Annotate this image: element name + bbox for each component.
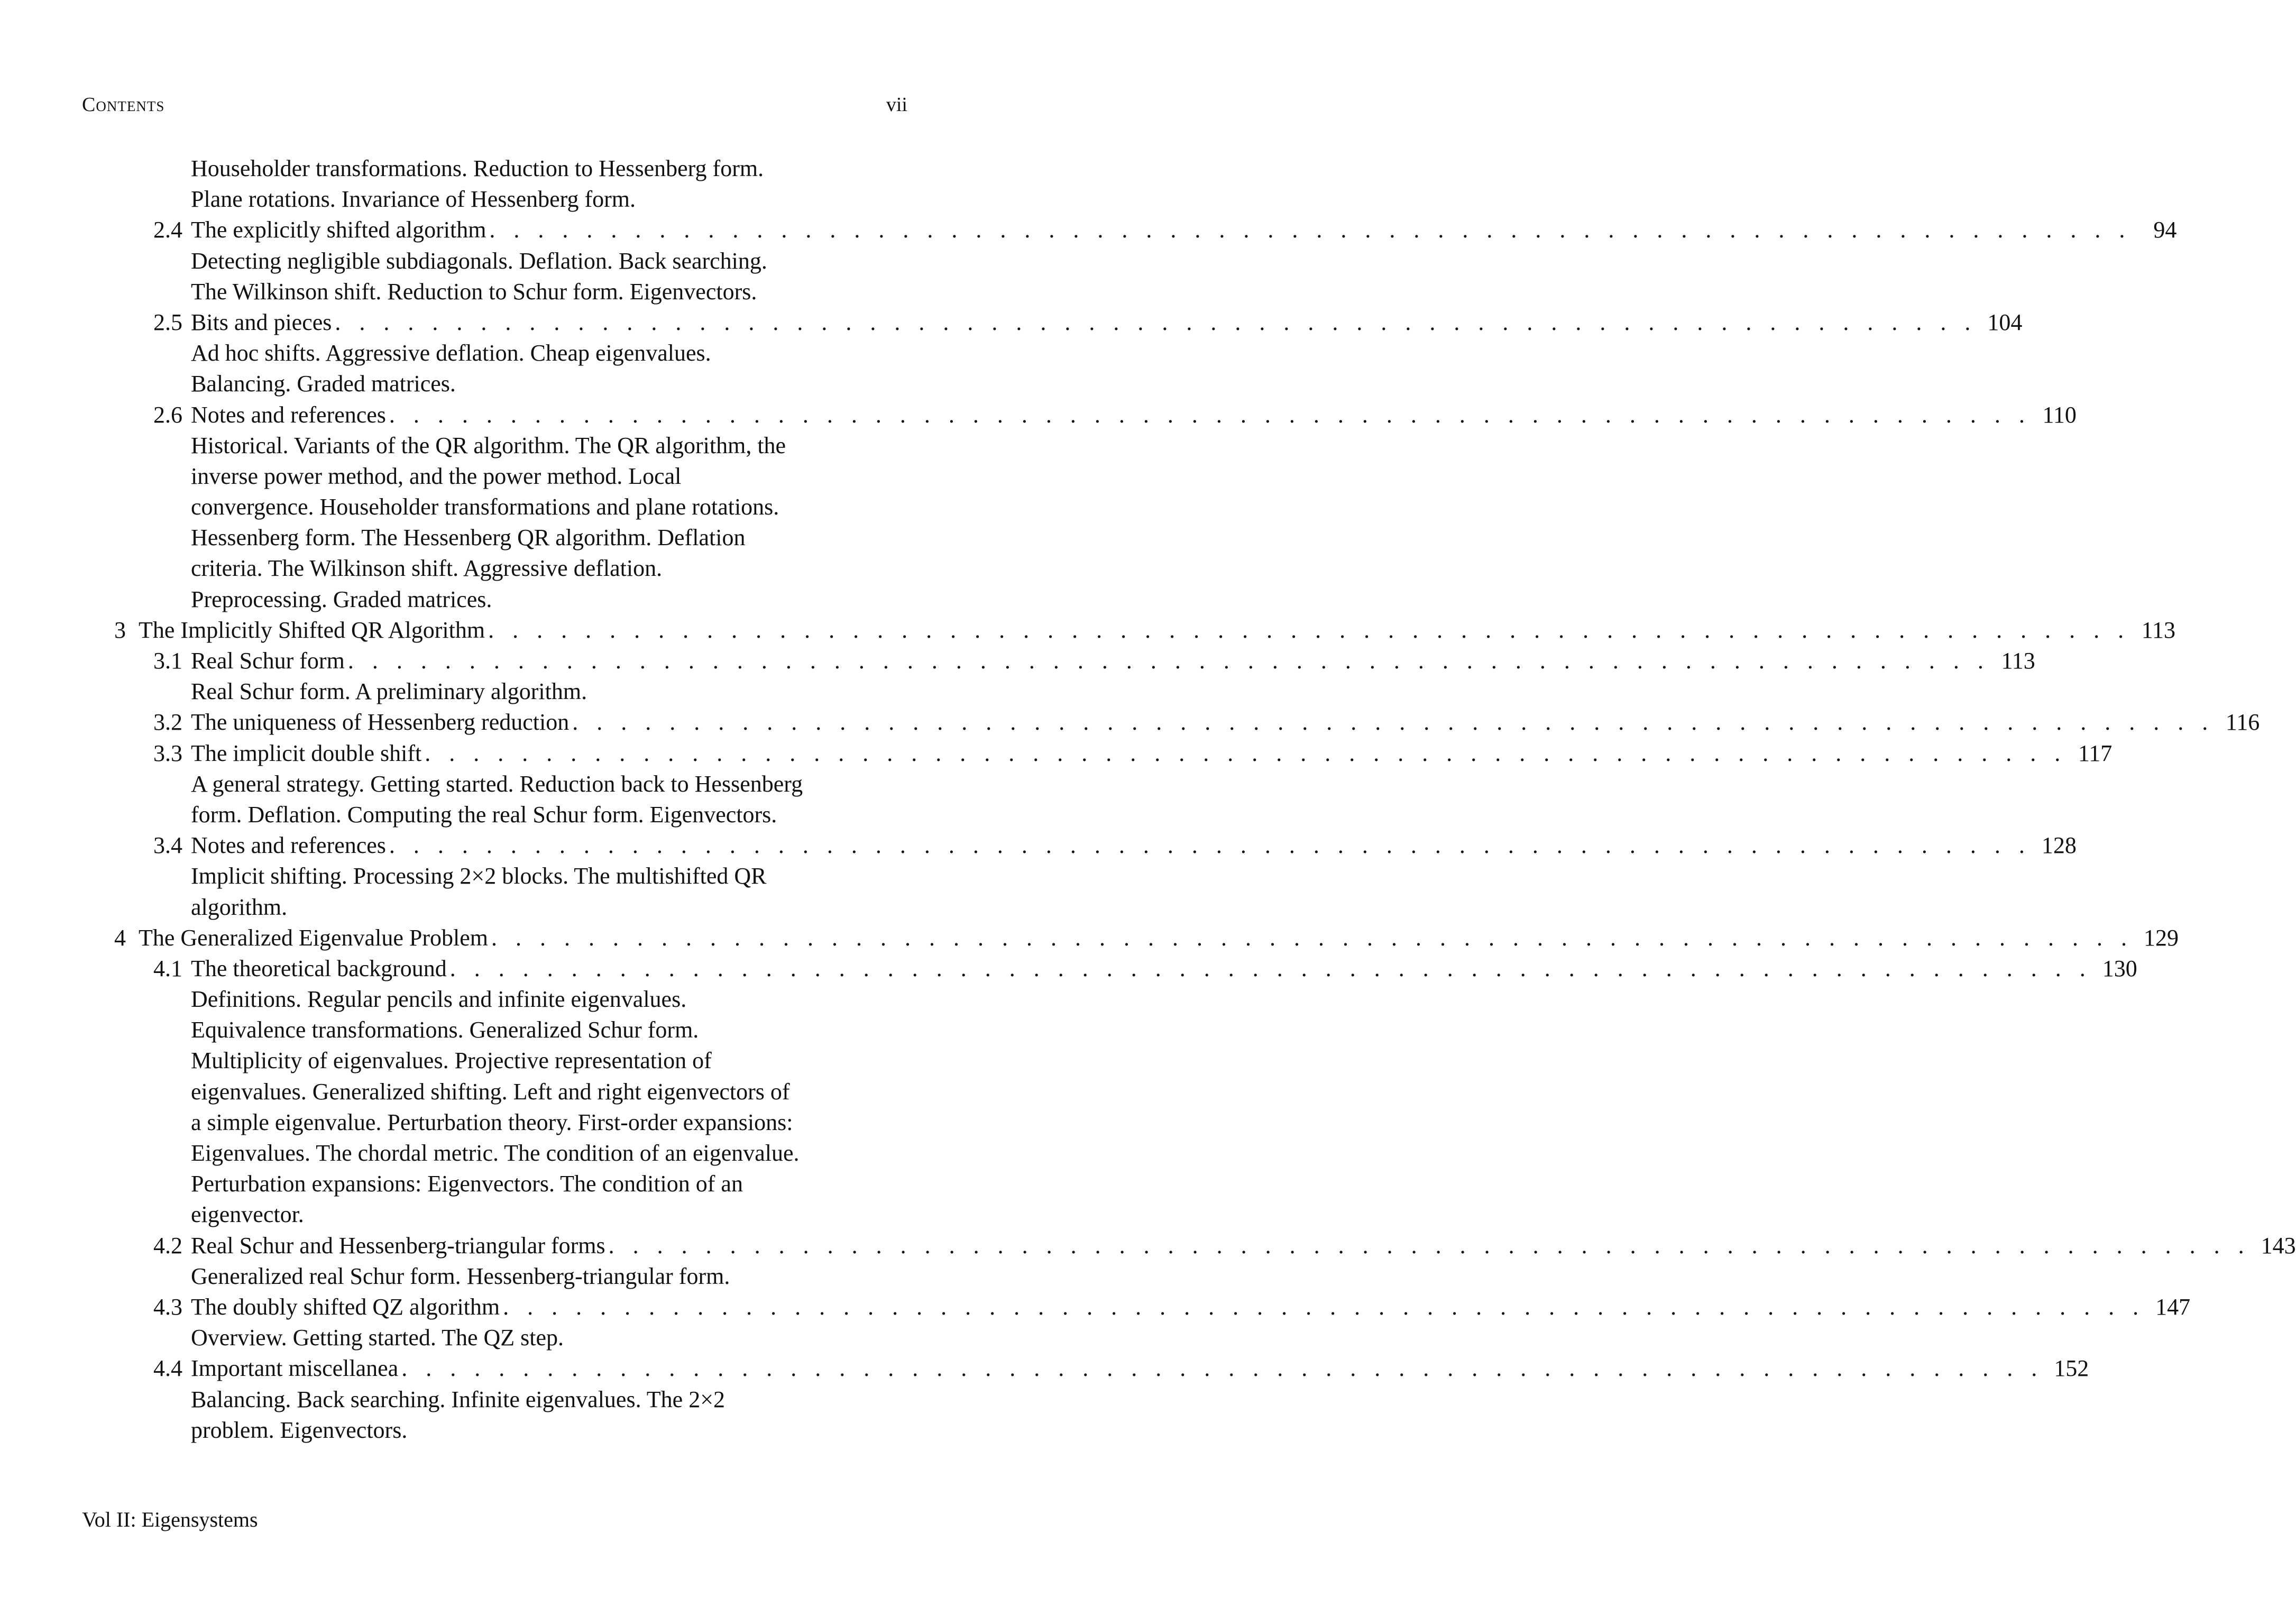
page-number: 130 (2102, 955, 2137, 981)
toc-description-line (79, 1261, 907, 1292)
toc-description-line (79, 1138, 907, 1169)
section-number: 3.1 (153, 648, 182, 674)
section-title: Important miscellanea (191, 1355, 399, 1382)
entry-title-line (191, 1230, 2296, 1261)
header-title: Contents (82, 94, 165, 116)
toc-description-line (79, 769, 907, 800)
section-title: Notes and references (191, 401, 386, 428)
page-number: 128 (2041, 832, 2077, 859)
header-page-number: vii (886, 94, 907, 116)
section-number: 4.3 (153, 1293, 182, 1320)
toc-description-text: algorithm. (191, 894, 288, 920)
section-title: The implicit double shift (191, 740, 422, 766)
toc-section-entry (79, 830, 2077, 861)
toc-section-entry (79, 646, 2035, 676)
toc-section-entry (79, 1230, 2296, 1261)
toc-description-text: Eigenvalues. The chordal metric. The condition of an eigenvalue. (191, 1140, 800, 1166)
section-number: 3.4 (153, 832, 182, 859)
entry-title-line (191, 1353, 2089, 1384)
toc-description-text: Multiplicity of eigenvalues. Projective representation of (191, 1048, 712, 1074)
toc-description-text: convergence. Householder transformations and plane rotations. (191, 494, 779, 520)
page-number: 94 (2153, 217, 2177, 243)
table-of-contents (79, 153, 2296, 1446)
dot-leader: . . . . . . . . . . . . . . . . . . . . . . . . . . . . . . . . . . . . . . . . . . . . . . . . . . . . . . . . . . . . . . . . . . . . (572, 709, 2215, 736)
toc-description-line (79, 861, 907, 892)
toc-description-text: A general strategy. Getting started. Reduction back to Hessenberg (191, 770, 803, 797)
dot-leader: . . . . . . . . . . . . . . . . . . . . . . . . . . . . . . . . . . . . . . . . . . . . . . . . . . . . . . . . . . . . . . . . . . . . (401, 1355, 2044, 1382)
toc-description-text: Historical. Variants of the QR algorithm. The QR algorithm, the (191, 432, 786, 458)
toc-description-line (79, 676, 907, 707)
page-number: 113 (2141, 617, 2176, 643)
chapter-number: 3 (114, 617, 126, 643)
toc-description-text: Overview. Getting started. The QZ step. (191, 1325, 564, 1351)
section-number: 2.5 (153, 309, 182, 335)
dot-leader: . . . . . . . . . . . . . . . . . . . . . . . . . . . . . . . . . . . . . . . . . . . . . . . . . . . . . . . . . . . . . . . . . . . . (488, 617, 2130, 643)
toc-description-line (79, 369, 907, 399)
toc-description-text: Equivalence transformations. Generalized Schur form. (191, 1017, 699, 1043)
toc-description-text: Perturbation expansions: Eigenvectors. The condition of an (191, 1171, 743, 1197)
toc-section-entry (79, 1353, 2089, 1384)
entry-title-line (191, 1292, 2191, 1323)
page-number: 104 (1987, 309, 2023, 335)
toc-description-text: inverse power method, and the power method. Local (191, 463, 682, 489)
toc-description-line (79, 1015, 907, 1045)
toc-description-line (79, 1169, 907, 1199)
page-number: 143 (2261, 1232, 2296, 1259)
entry-title-line (139, 615, 2176, 646)
toc-description-text: Implicit shifting. Processing 2×2 blocks. The multishifted QR (191, 863, 767, 889)
dot-leader: . . . . . . . . . . . . . . . . . . . . . . . . . . . . . . . . . . . . . . . . . . . . . . . . . . . . . . . . . . . . . . . . . . . . (449, 955, 2092, 981)
toc-section-entry (79, 707, 2260, 738)
toc-section-entry (79, 738, 2113, 769)
toc-description-line (79, 553, 907, 584)
entry-title-line (191, 707, 2260, 738)
dot-leader: . . . . . . . . . . . . . . . . . . . . . . . . . . . . . . . . . . . . . . . . . . . . . . . . . . . . . . . . . . . . . . . . . . . . (347, 648, 1990, 674)
page-number: 117 (2078, 740, 2113, 766)
toc-chapter-entry (79, 615, 2176, 646)
toc-description-line (79, 492, 907, 522)
section-number: 3.2 (153, 709, 182, 736)
toc-description-text: Hessenberg form. The Hessenberg QR algorithm. Deflation (191, 525, 746, 551)
entry-title-line (191, 830, 2077, 861)
dot-leader: . . . . . . . . . . . . . . . . . . . . . . . . . . . . . . . . . . . . . . . . . . . . . . . . . . . . . . . . . . . . . . . . . . . . (389, 401, 2031, 428)
dot-leader: . . . . . . . . . . . . . . . . . . . . . . . . . . . . . . . . . . . . . . . . . . . . . . . . . . . . . . . . . . . . . . . . . . . . (335, 309, 1977, 335)
toc-description-line (79, 1077, 907, 1107)
toc-description-text: Definitions. Regular pencils and infinite eigenvalues. (191, 986, 687, 1013)
running-footer: Vol II: Eigensystems (82, 1508, 258, 1531)
section-number: 4.2 (153, 1232, 182, 1259)
page-number: 147 (2155, 1293, 2191, 1320)
toc-description-line (79, 800, 907, 830)
toc-description-line (79, 584, 907, 615)
section-title: The theoretical background (191, 955, 447, 981)
entry-title-line (191, 215, 2177, 245)
toc-section-entry (79, 215, 2177, 245)
page-number: 152 (2054, 1355, 2089, 1382)
section-title: The uniqueness of Hessenberg reduction (191, 709, 570, 736)
section-title: The explicitly shifted algorithm (191, 217, 486, 243)
toc-section-entry (79, 953, 2137, 984)
dot-leader: . . . . . . . . . . . . . . . . . . . . . . . . . . . . . . . . . . . . . . . . . . . . . . . . . . . . . . . . . . . . . . . . . . . . (389, 832, 2031, 859)
toc-description-text: The Wilkinson shift. Reduction to Schur form. Eigenvectors. (191, 278, 757, 305)
toc-section-entry (79, 1292, 2191, 1323)
dot-leader: . . . . . . . . . . . . . . . . . . . . . . . . . . . . . . . . . . . . . . . . . . . . . . . . . . . . . . . . . . . . . . . . . . . . (491, 924, 2133, 951)
toc-description-line (79, 522, 907, 553)
toc-description-line (79, 461, 907, 492)
chapter-title: The Generalized Eigenvalue Problem (139, 924, 488, 951)
toc-chapter-entry (79, 923, 2179, 953)
entry-title-line (191, 738, 2113, 769)
dot-leader: . . . . . . . . . . . . . . . . . . . . . . . . . . . . . . . . . . . . . . . . . . . . . . . . . . . . . . . . . . . . . . . . . . . . (503, 1293, 2145, 1320)
section-number: 2.4 (153, 217, 182, 243)
section-title: Real Schur and Hessenberg-triangular forms (191, 1232, 605, 1259)
toc-description-line (79, 338, 907, 369)
toc-description-text: criteria. The Wilkinson shift. Aggressive deflation. (191, 555, 663, 582)
chapter-title: The Implicitly Shifted QR Algorithm (139, 617, 485, 643)
dot-leader: . . . . . . . . . . . . . . . . . . . . . . . . . . . . . . . . . . . . . . . . . . . . . . . . . . . . . . . . . . . . . . . . . . . . (489, 217, 2132, 243)
toc-description-text: Ad hoc shifts. Aggressive deflation. Cheap eigenvalues. (191, 340, 711, 366)
toc-description-text: eigenvector. (191, 1201, 304, 1228)
section-number: 4.1 (153, 955, 182, 981)
section-number: 4.4 (153, 1355, 182, 1382)
toc-description-text: Preprocessing. Graded matrices. (191, 586, 492, 612)
toc-description-line (79, 1107, 907, 1138)
dot-leader: . . . . . . . . . . . . . . . . . . . . . . . . . . . . . . . . . . . . . . . . . . . . . . . . . . . . . . . . . . . . . . . . . . . . (608, 1232, 2251, 1259)
dot-leader: . . . . . . . . . . . . . . . . . . . . . . . . . . . . . . . . . . . . . . . . . . . . . . . . . . . . . . . . . . . . . . . . . . . . (425, 740, 2067, 766)
toc-description-text: Balancing. Back searching. Infinite eigenvalues. The 2×2 (191, 1386, 725, 1412)
entry-title-line (139, 923, 2179, 953)
entry-title-line (191, 307, 2023, 338)
section-title: Bits and pieces (191, 309, 332, 335)
toc-description-text: form. Deflation. Computing the real Schur form. Eigenvectors. (191, 801, 777, 828)
toc-description-line (79, 153, 907, 184)
toc-description-text: eigenvalues. Generalized shifting. Left and right eigenvectors of (191, 1078, 790, 1105)
toc-description-line (79, 184, 907, 215)
toc-description-line (79, 430, 907, 461)
section-number: 3.3 (153, 740, 182, 766)
toc-description-line (79, 984, 907, 1015)
toc-description-line (79, 1415, 907, 1446)
page-number: 113 (2001, 648, 2035, 674)
toc-description-line (79, 1199, 907, 1230)
entry-title-line (191, 953, 2137, 984)
entry-title-line (191, 646, 2035, 676)
page-number: 116 (2225, 709, 2260, 736)
section-title: Notes and references (191, 832, 386, 859)
toc-description-line (79, 1323, 907, 1353)
toc-section-entry (79, 400, 2077, 430)
toc-description-text: Householder transformations. Reduction to Hessenberg form. (191, 155, 764, 181)
entry-title-line (191, 400, 2077, 430)
toc-description-text: a simple eigenvalue. Perturbation theory. First-order expansions: (191, 1109, 793, 1135)
toc-description-text: problem. Eigenvectors. (191, 1417, 408, 1443)
page-number: 110 (2042, 401, 2077, 428)
toc-description-text: Generalized real Schur form. Hessenberg-triangular form. (191, 1263, 730, 1289)
page-number: 129 (2143, 924, 2179, 951)
toc-description-text: Balancing. Graded matrices. (191, 371, 456, 397)
toc-description-line (79, 246, 907, 277)
toc-description-line (79, 1045, 907, 1076)
toc-description-line (79, 277, 907, 307)
toc-description-line (79, 1384, 907, 1415)
toc-description-line (79, 892, 907, 923)
chapter-number: 4 (114, 924, 126, 951)
toc-description-text: Detecting negligible subdiagonals. Deflation. Back searching. (191, 247, 767, 274)
section-title: The doubly shifted QZ algorithm (191, 1293, 500, 1320)
section-title: Real Schur form (191, 648, 345, 674)
toc-description-text: Real Schur form. A preliminary algorithm. (191, 678, 587, 705)
toc-section-entry (79, 307, 2023, 338)
section-number: 2.6 (153, 401, 182, 428)
running-header (82, 93, 907, 120)
toc-description-text: Plane rotations. Invariance of Hessenberg form. (191, 186, 636, 213)
